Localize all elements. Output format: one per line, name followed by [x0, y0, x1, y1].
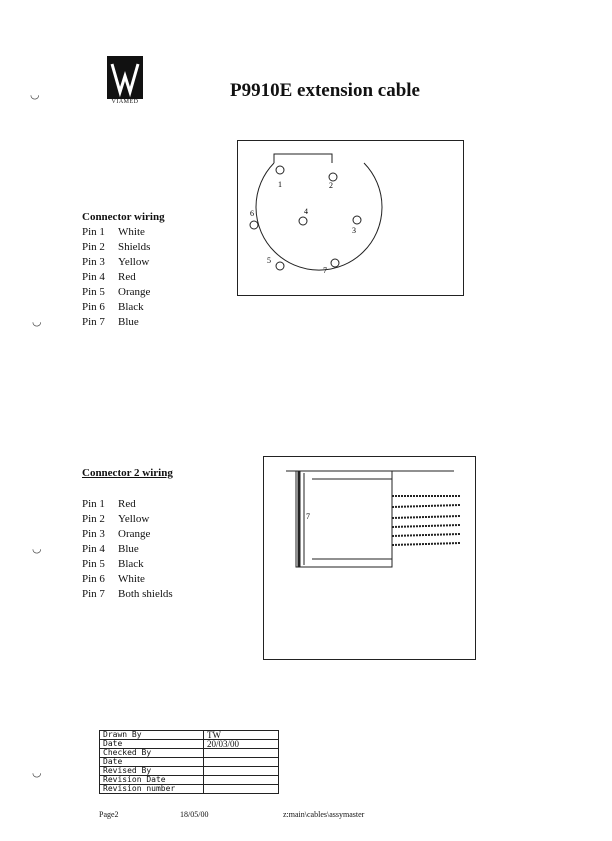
list-item: [82, 497, 173, 512]
list-item: [82, 285, 150, 300]
wire-color: White: [118, 226, 145, 238]
margin-mark: ◡: [32, 316, 42, 328]
list-item: [82, 527, 173, 542]
revision-value: 20/03/00: [204, 740, 279, 749]
wire-color: Both shields: [118, 588, 173, 600]
revision-key: Date: [100, 758, 204, 767]
list-item: [82, 255, 150, 270]
revision-value: [204, 785, 279, 794]
viamed-logo: [107, 56, 143, 99]
list-item: [82, 512, 173, 527]
revision-key: Revised By: [100, 767, 204, 776]
page-title: P9910E extension cable: [230, 80, 420, 101]
connector1-list: [82, 225, 150, 330]
pin-number: 3: [352, 226, 356, 235]
pin-label: Pin 2: [82, 241, 105, 253]
list-item: [82, 225, 150, 240]
list-item: [82, 557, 173, 572]
margin-mark: ◡: [30, 89, 40, 101]
revision-key: Revision Date: [100, 776, 204, 785]
pin-number: 6: [250, 209, 254, 218]
pin-number: 2: [329, 181, 333, 190]
wire-color: Blue: [118, 316, 139, 328]
pin-label: Pin 5: [82, 286, 105, 298]
wire-color: Red: [118, 498, 136, 510]
revision-value: [204, 758, 279, 767]
pin-label: Pin 3: [82, 528, 105, 540]
margin-mark: ◡: [32, 543, 42, 555]
pin-label: Pin 5: [82, 558, 105, 570]
wire-color: Orange: [118, 528, 151, 540]
wire-color: White: [118, 573, 145, 585]
revision-key: Date: [100, 740, 204, 749]
list-item: [82, 300, 150, 315]
wire-color: Red: [118, 271, 136, 283]
logo-mark-icon: [107, 56, 143, 99]
list-item: [82, 542, 173, 557]
revision-value: [204, 776, 279, 785]
revision-key: Checked By: [100, 749, 204, 758]
list-item: [82, 240, 150, 255]
revision-value: [204, 767, 279, 776]
pin-label: Pin 6: [82, 301, 105, 313]
pin-label: Pin 2: [82, 513, 105, 525]
wire-color: Yellow: [118, 256, 150, 268]
connector1-diagram: [237, 140, 464, 296]
list-item: [82, 315, 150, 330]
connector2-list: [82, 497, 173, 602]
pin-label: Pin 4: [82, 271, 105, 283]
wire-color: Blue: [118, 543, 139, 555]
margin-mark: ◡: [32, 767, 42, 779]
pin-number: 5: [267, 256, 271, 265]
revision-value: TW: [204, 731, 279, 740]
list-item: [82, 587, 173, 602]
revision-table: [99, 730, 279, 794]
table-row: [100, 749, 279, 758]
connector1-heading: Connector wiring: [82, 211, 165, 223]
revision-value: [204, 749, 279, 758]
footer-path: z:main\cables\assymaster: [283, 810, 365, 819]
pin-label: Pin 1: [82, 226, 105, 238]
wire-color: Orange: [118, 286, 151, 298]
wire-color: Black: [118, 301, 144, 313]
list-item: [82, 270, 150, 285]
circular-connector-face-icon: [238, 141, 463, 295]
pin-number: 1: [278, 180, 282, 189]
ribbon-connector-side-icon: [264, 457, 475, 659]
footer-date: 18/05/00: [180, 810, 209, 819]
pin-number: 7: [323, 266, 327, 275]
pin-label: Pin 7: [82, 316, 105, 328]
revision-key: Revision number: [100, 785, 204, 794]
connector2-diagram: [263, 456, 476, 660]
pin-label: Pin 1: [82, 498, 105, 510]
wire-color: Yellow: [118, 513, 150, 525]
pin-label: Pin 3: [82, 256, 105, 268]
footer-page: Page2: [99, 810, 119, 819]
pin-label: Pin 6: [82, 573, 105, 585]
list-item: [82, 572, 173, 587]
pin-number: 4: [304, 207, 308, 216]
table-row: [100, 731, 279, 740]
logo-text: VIAMED: [111, 99, 139, 105]
pin-label: Pin 4: [82, 543, 105, 555]
revision-key: Drawn By: [100, 731, 204, 740]
wire-color: Shields: [118, 241, 151, 253]
pin-label: Pin 7: [82, 588, 105, 600]
pin-number: 7: [306, 512, 310, 521]
table-row: [100, 785, 279, 794]
wire-color: Black: [118, 558, 144, 570]
connector2-heading: Connector 2 wiring: [82, 467, 173, 479]
